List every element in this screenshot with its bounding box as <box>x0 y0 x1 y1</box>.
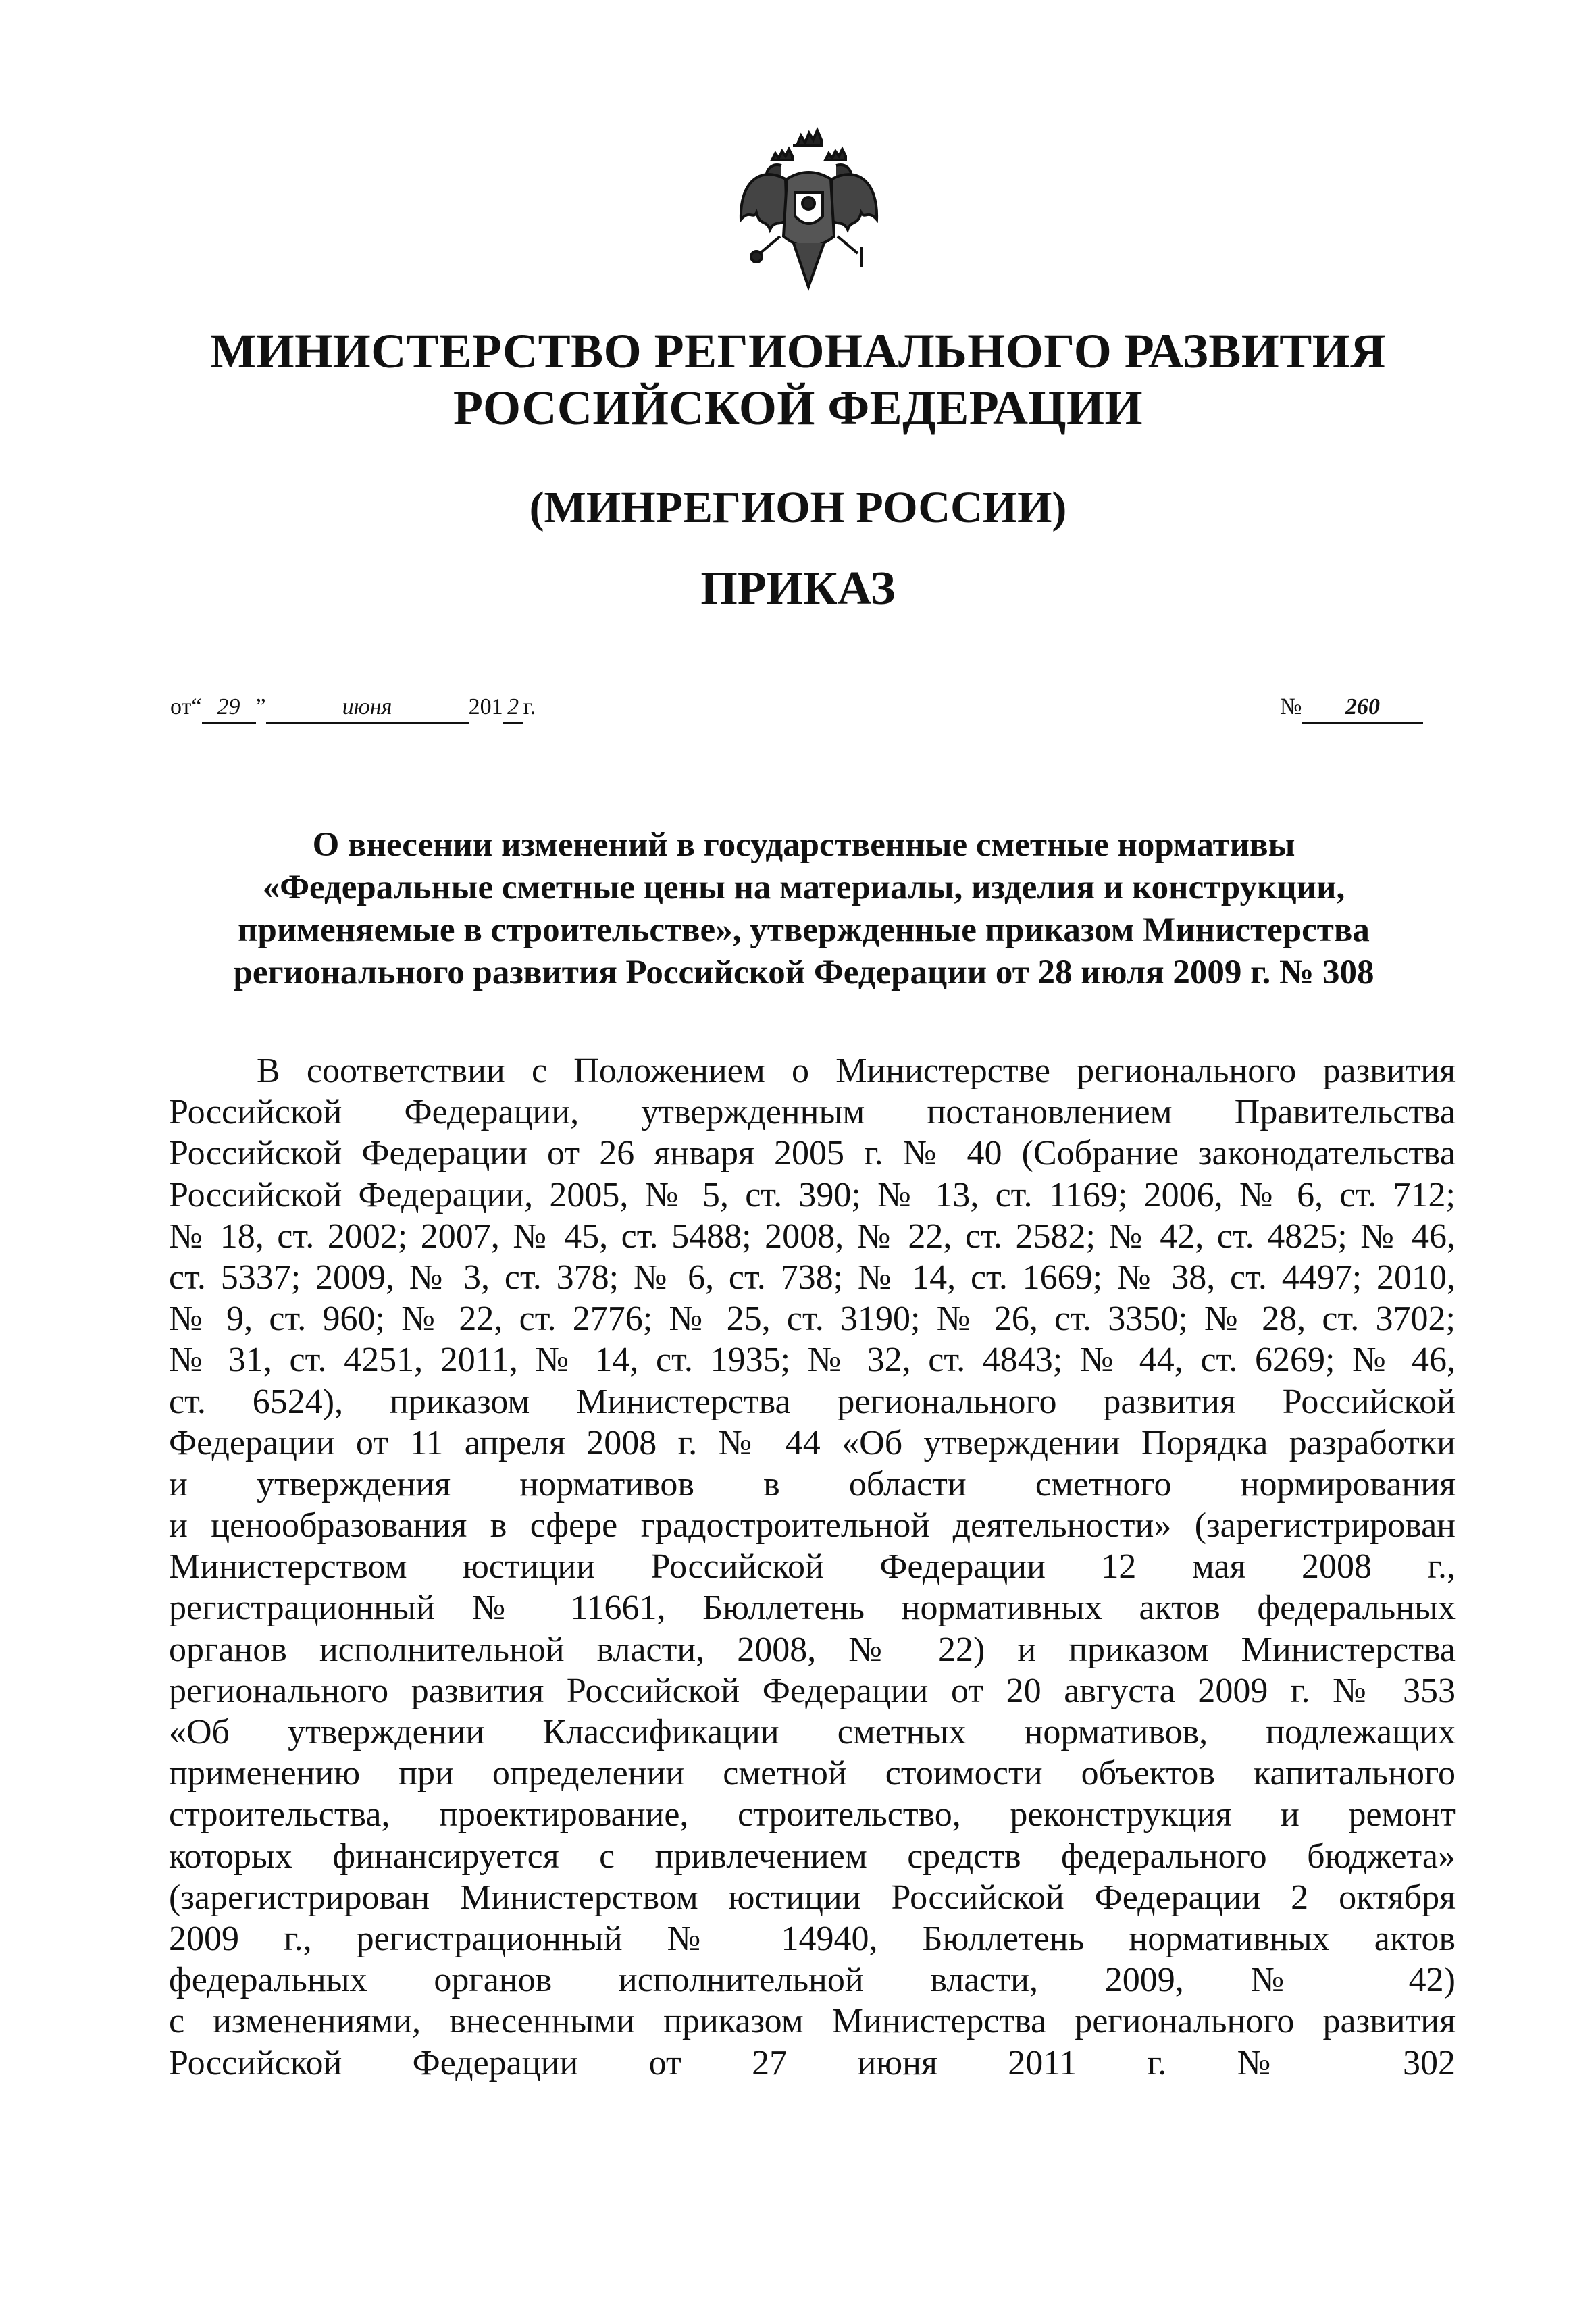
ministry-abbreviation: (МИНРЕГИОН РОССИИ) <box>529 483 1067 532</box>
body-line: которых финансируется с привлечением средств федерального бюджета» <box>169 1836 1456 1876</box>
ministry-name-line2: РОССИЙСКОЙ ФЕДЕРАЦИИ <box>453 381 1143 435</box>
number-value: 260 <box>1302 692 1423 724</box>
body-line: применению при определении сметной стоимости объектов капитального <box>169 1754 1456 1793</box>
subject-line: О внесении изменений в государственные сметные нормативы <box>312 826 1295 864</box>
order-body-text <box>169 1050 1456 2084</box>
date-year-prefix: 201 <box>468 694 503 719</box>
body-line: ст. 5337; 2009, № 3, ст. 378; № 6, ст. 738; № 14, ст. 1669; № 38, ст. 4497; 2010, <box>169 1258 1456 1297</box>
body-line: Федерации от 11 апреля 2008 г. № 44 «Об утверждении Порядка разработки <box>169 1423 1456 1462</box>
body-line: Российской Федерации, 2005, № 5, ст. 390; № 13, ст. 1169; 2006, № 6, ст. 712; <box>169 1175 1456 1214</box>
body-line: органов исполнительной власти, 2008, № 22) и приказом Министерства <box>169 1630 1456 1669</box>
body-line: федеральных органов исполнительной власти, 2009, № 42) <box>169 1961 1456 2000</box>
body-line: Российской Федерации от 26 января 2005 г. № 40 (Собрание законодательства <box>169 1134 1456 1173</box>
order-date <box>170 692 536 724</box>
body-line: и утверждения нормативов в области сметного нормирования <box>169 1464 1456 1503</box>
document-type-title: ПРИКАЗ <box>700 563 896 615</box>
subject-line: применяемые в строительстве», утвержденные приказом Министерства <box>238 911 1370 949</box>
body-line: № 31, ст. 4251, 2011, № 14, ст. 1935; № 32, ст. 4843; № 44, ст. 6269; № 46, <box>169 1341 1456 1380</box>
coat-of-arms-icon <box>733 118 885 297</box>
body-line: 2009 г., регистрационный № 14940, Бюллетень нормативных актов <box>169 1919 1456 1958</box>
body-line: Российской Федерации, утвержденным постановлением Правительства <box>169 1093 1456 1132</box>
date-close-quote: ” <box>255 694 266 719</box>
body-line: Министерством юстиции Российской Федерации 12 мая 2008 г., <box>169 1547 1456 1587</box>
body-line: В соответствии с Положением о Министерстве регионального развития <box>257 1052 1456 1090</box>
order-subject <box>169 824 1439 994</box>
date-month: июня <box>266 692 469 724</box>
body-line: «Об утверждении Классификации сметных нормативов, подлежащих <box>169 1713 1456 1751</box>
body-line: строительства, проектирование, строительство, реконструкция и ремонт <box>169 1795 1456 1834</box>
date-suffix: г. <box>523 694 536 719</box>
body-line: ст. 6524), приказом Министерства регионального развития Российской <box>169 1382 1456 1421</box>
body-line: с изменениями, внесенными приказом Министерства регионального развития <box>169 2002 1456 2041</box>
subject-line: «Федеральные сметные цены на материалы, изделия и конструкции, <box>262 869 1345 906</box>
number-sign: № <box>1280 694 1302 719</box>
body-line: Российской Федерации от 27 июня 2011 г. № 302 <box>169 2043 1456 2082</box>
date-year-digit: 2 <box>503 692 523 724</box>
ministry-name-line1: МИНИСТЕРСТВО РЕГИОНАЛЬНОГО РАЗВИТИЯ <box>210 324 1386 378</box>
body-line: регистрационный № 11661, Бюллетень нормативных актов федеральных <box>169 1589 1456 1628</box>
subject-line: регионального развития Российской Федерации от 28 июля 2009 г. № 308 <box>233 954 1374 992</box>
body-line: регионального развития Российской Федерации от 20 августа 2009 г. № 353 <box>169 1671 1456 1710</box>
date-open-quote: “ <box>191 694 202 719</box>
body-line: (зарегистрирован Министерством юстиции Российской Федерации 2 октября <box>169 1878 1456 1917</box>
body-line: № 18, ст. 2002; 2007, № 45, ст. 5488; 2008, № 22, ст. 2582; № 42, ст. 4825; № 46, <box>169 1216 1456 1256</box>
date-prefix: от <box>170 694 192 719</box>
body-line: № 9, ст. 960; № 22, ст. 2776; № 25, ст. 3190; № 26, ст. 3350; № 28, ст. 3702; <box>169 1300 1456 1339</box>
order-number <box>1280 692 1423 724</box>
date-day: 29 <box>202 692 256 724</box>
body-line: и ценообразования в сфере градостроительной деятельности» (зарегистрирован <box>169 1506 1456 1545</box>
